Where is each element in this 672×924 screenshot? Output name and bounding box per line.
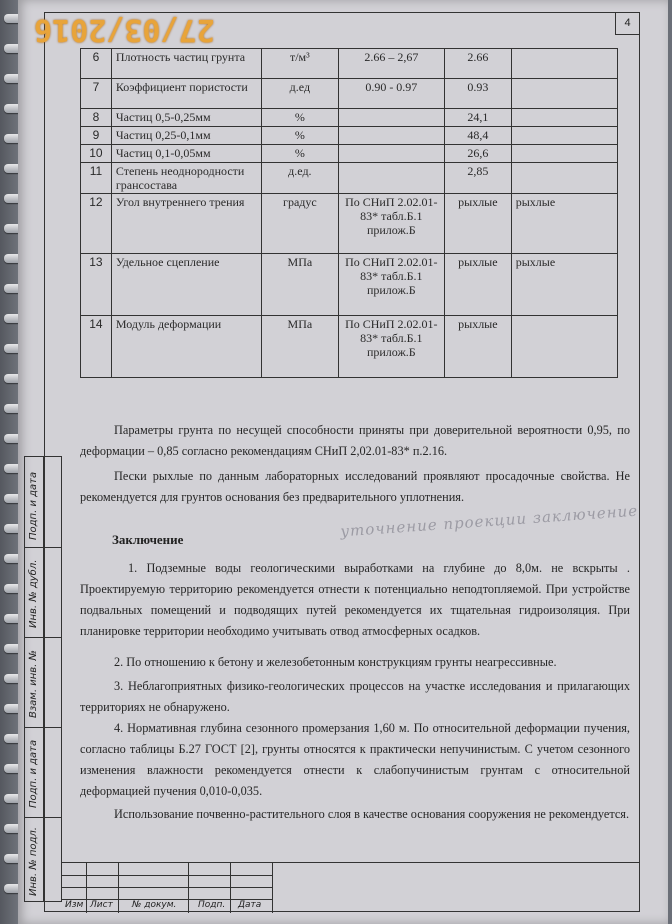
conclusion-item-3: 3. Неблагоприятных физико-геологических процессов на участке исследования и прилагающих территориях не обнаружено. (80, 679, 630, 714)
date-stamp: 27/03/2016 (34, 12, 215, 47)
table-row (81, 316, 618, 378)
table-row (81, 194, 618, 254)
side-label-orig-inv: Инв. № подл. (28, 827, 39, 896)
property-value: рыхлые (444, 194, 511, 254)
table-row (81, 254, 618, 316)
property-norm (338, 109, 444, 127)
property-extra (511, 316, 617, 378)
property-norm: 0.90 - 0.97 (338, 79, 444, 109)
soil-properties-table (80, 48, 618, 378)
property-unit: МПа (262, 254, 339, 316)
table-row (81, 49, 618, 79)
side-label-sign-date-2: Подп. и дата (28, 739, 39, 808)
conclusion-item-2: 2. По отношению к бетону и железобетонным конструкциям грунты неагрессивные. (114, 655, 557, 669)
property-value: 0.93 (444, 79, 511, 109)
property-norm (338, 145, 444, 163)
property-value: 2,85 (444, 163, 511, 194)
row-number: 12 (81, 194, 112, 254)
title-block (62, 862, 640, 913)
property-norm: 2.66 – 2,67 (338, 49, 444, 79)
property-name: Коэффициент пористости (111, 79, 261, 109)
paragraph-parameters: Параметры грунта по несущей способности приняты при доверительной вероятности 0,95, по деформации – 0,85 согласно рекомендациям СНиП 2,02.01-83* п.2.16. (80, 423, 630, 458)
property-extra: рыхлые (511, 194, 617, 254)
property-unit: % (262, 145, 339, 163)
row-number: 10 (81, 145, 112, 163)
property-norm: По СНиП 2.02.01-83* табл.Б.1 прилож.Б (338, 254, 444, 316)
property-name: Модуль деформации (111, 316, 261, 378)
property-extra: рыхлые (511, 254, 617, 316)
property-value: 2.66 (444, 49, 511, 79)
property-name: Плотность частиц грунта (111, 49, 261, 79)
table-row (81, 109, 618, 127)
conclusion-item-4: 4. Нормативная глубина сезонного промерзания 1,60 м. По относительной деформации пучения, согласно таблицы Б.27 ГОСТ [2], грунты относятся к практически непучинистым. С учетом сезонного изменения влажности рекомендуется отнести к слабопучинистым грунтам с относительной деформацией пучения 0,010-0,035. (80, 721, 630, 798)
property-value: рыхлые (444, 254, 511, 316)
paragraph-sands: Пески рыхлые по данным лабораторных исследований проявляют просадочные свойства. Не рекомендуется для грунтов основания без предварительного уплотнения. (80, 469, 630, 504)
row-number: 13 (81, 254, 112, 316)
row-number: 14 (81, 316, 112, 378)
property-extra (511, 109, 617, 127)
property-unit: МПа (262, 316, 339, 378)
property-extra (511, 49, 617, 79)
property-name: Удельное сцепление (111, 254, 261, 316)
table-row (81, 145, 618, 163)
conclusion-item-5: Использование почвенно-растительного слоя в качестве основания сооружения не рекомендуется. (114, 807, 630, 821)
property-extra (511, 127, 617, 145)
row-number: 11 (81, 163, 112, 194)
conclusion-item-1: 1. Подземные воды геологическими выработками на глубине до 8,0м. не вскрыты . Проектируемую территорию рекомендуется отнести к потенциально неподтопляемой. При устройстве подвальных помещений и подводящих путей рекомендуется их тщательная гидроизоляция. При планировке территории необходимо учитывать отвод атмосферных осадков. (80, 561, 630, 638)
property-value: 26,6 (444, 145, 511, 163)
side-label-replace-inv: Взам. инв. № (28, 650, 39, 718)
stamp-label-podp: Подп. (198, 900, 226, 910)
property-name: Частиц 0,25-0,1мм (111, 127, 261, 145)
property-extra (511, 163, 617, 194)
property-norm (338, 163, 444, 194)
stamp-label-doc: № докум. (132, 900, 177, 910)
row-number: 6 (81, 49, 112, 79)
side-label-sign-date: Подп. и дата (28, 471, 39, 540)
stamp-label-izm: Изм (65, 900, 84, 910)
property-value: рыхлые (444, 316, 511, 378)
property-name: Степень неоднородности грансостава (111, 163, 261, 194)
property-extra (511, 145, 617, 163)
property-value: 48,4 (444, 127, 511, 145)
stamp-label-data: Дата (238, 900, 262, 910)
property-unit: % (262, 109, 339, 127)
stamp-label-list: Лист (90, 900, 113, 910)
table-row (81, 163, 618, 194)
property-unit: д.ед (262, 79, 339, 109)
property-value: 24,1 (444, 109, 511, 127)
property-name: Частиц 0,1-0,05мм (111, 145, 261, 163)
row-number: 8 (81, 109, 112, 127)
pencil-annotation: уточнение проекции заключение (339, 501, 639, 541)
conclusion-heading: Заключение (112, 532, 184, 547)
property-unit: т/м³ (262, 49, 339, 79)
property-unit: градус (262, 194, 339, 254)
property-unit: % (262, 127, 339, 145)
row-number: 9 (81, 127, 112, 145)
table-row (81, 79, 618, 109)
property-name: Частиц 0,5-0,25мм (111, 109, 261, 127)
property-norm: По СНиП 2.02.01-83* табл.Б.1 прилож.Б (338, 194, 444, 254)
property-norm (338, 127, 444, 145)
row-number: 7 (81, 79, 112, 109)
page-number: 4 (615, 12, 639, 35)
property-norm: По СНиП 2.02.01-83* табл.Б.1 прилож.Б (338, 316, 444, 378)
property-name: Угол внутреннего трения (111, 194, 261, 254)
property-extra (511, 79, 617, 109)
property-unit: д.ед. (262, 163, 339, 194)
side-label-dup-inv: Инв. № дубл. (28, 559, 39, 628)
table-row (81, 127, 618, 145)
